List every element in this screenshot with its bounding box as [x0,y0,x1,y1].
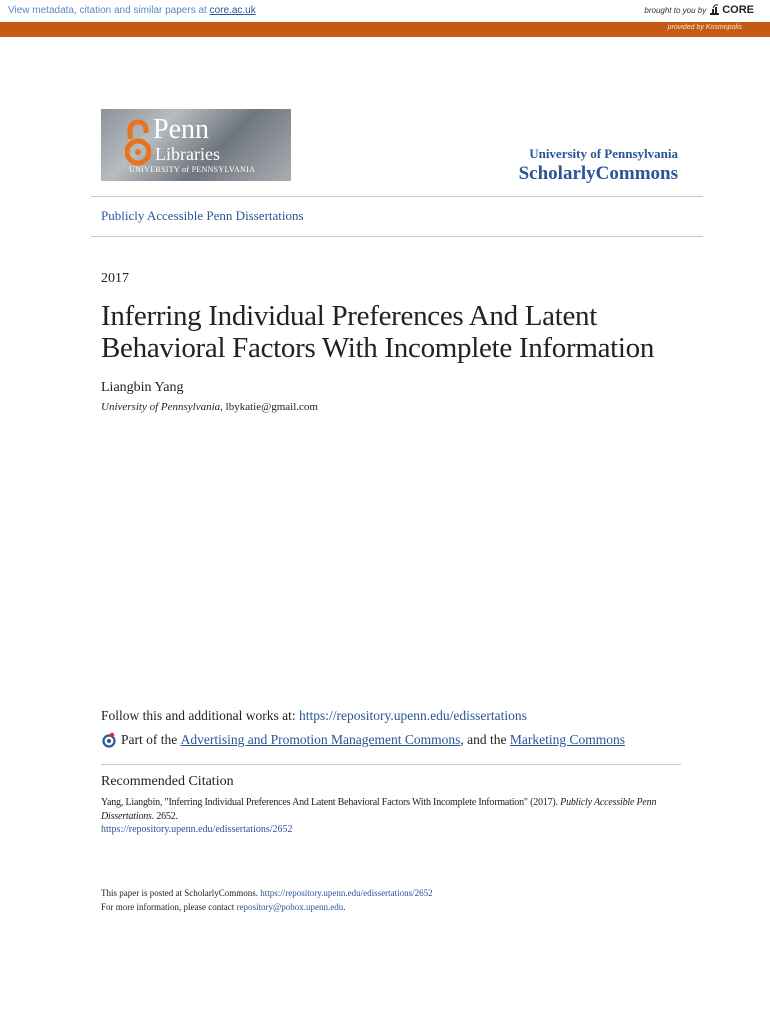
posted-prefix: This paper is posted at ScholarlyCommons. [101,888,261,898]
core-topbar [0,0,770,22]
core-label: CORE [722,4,754,16]
author-name: Liangbin Yang [101,380,184,395]
citation-text: Yang, Liangbin, "Inferring Individual Preferences And Latent Behavioral Factors With Incomplete Information" (2017). [101,797,561,808]
part-of-line [101,732,625,748]
publication-year: 2017 [101,271,129,286]
core-logo[interactable] [709,4,754,16]
posted-url-link[interactable]: https://repository.upenn.edu/edissertations/2652 [260,888,433,898]
paper-title: Inferring Individual Preferences And Latent Behavioral Factors With Incomplete Information [101,300,655,364]
logo-penn-text: Penn [153,114,209,145]
citation-series: Publicly Accessible Penn Dissertations [101,797,657,822]
citation-url-link[interactable]: https://repository.upenn.edu/edissertations/2652 [101,824,293,835]
author-email: , lbykatie@gmail.com [220,401,318,413]
advertising-commons-link[interactable]: Advertising and Promotion Management Commons [180,732,461,747]
posted-info [101,886,433,914]
provider-bar [0,22,770,37]
penn-libraries-logo[interactable] [101,109,291,181]
citation-number: . 2652. [151,811,178,822]
follow-link[interactable]: https://repository.upenn.edu/edissertations [299,708,527,723]
follow-line [101,708,527,724]
network-icon [101,732,117,748]
contact-prefix: For more information, please contact [101,902,237,912]
university-link[interactable]: University of Pennsylvania [529,146,678,161]
core-metadata-text [8,5,256,16]
posted-line [101,886,433,900]
metadata-prefix: View metadata, citation and similar papers at [8,5,210,16]
contact-suffix: . [343,902,346,912]
follow-label: Follow this and additional works at: [101,708,299,723]
marketing-commons-link[interactable]: Marketing Commons [509,732,625,747]
brought-to-you-text: brought to you by [644,5,707,15]
divider [91,196,703,197]
core-link[interactable]: core.ac.uk [209,5,256,16]
series-link[interactable]: Publicly Accessible Penn Dissertations [101,208,304,223]
part-of-middle: , and the [460,732,507,747]
part-of-prefix: Part of the [121,732,178,747]
recommended-citation-heading: Recommended Citation [101,774,234,789]
core-icon [709,4,720,16]
logo-upenn-text: UNIVERSITY of PENNSYLVANIA [129,165,256,174]
affiliation-institution: University of Pennsylvania [101,401,221,413]
open-access-lock-icon [125,119,151,167]
provided-by-text: provided by Kosmopolis [667,24,742,31]
core-branding [644,4,754,16]
scholarlycommons-link[interactable]: ScholarlyCommons [518,163,678,184]
divider [101,764,681,765]
author-affiliation [101,401,318,413]
contact-line [101,900,433,914]
divider [91,236,703,237]
logo-libraries-text: Libraries [155,144,220,164]
recommended-citation-text [101,796,661,824]
contact-email-link[interactable]: repository@pobox.upenn.edu [236,902,344,912]
